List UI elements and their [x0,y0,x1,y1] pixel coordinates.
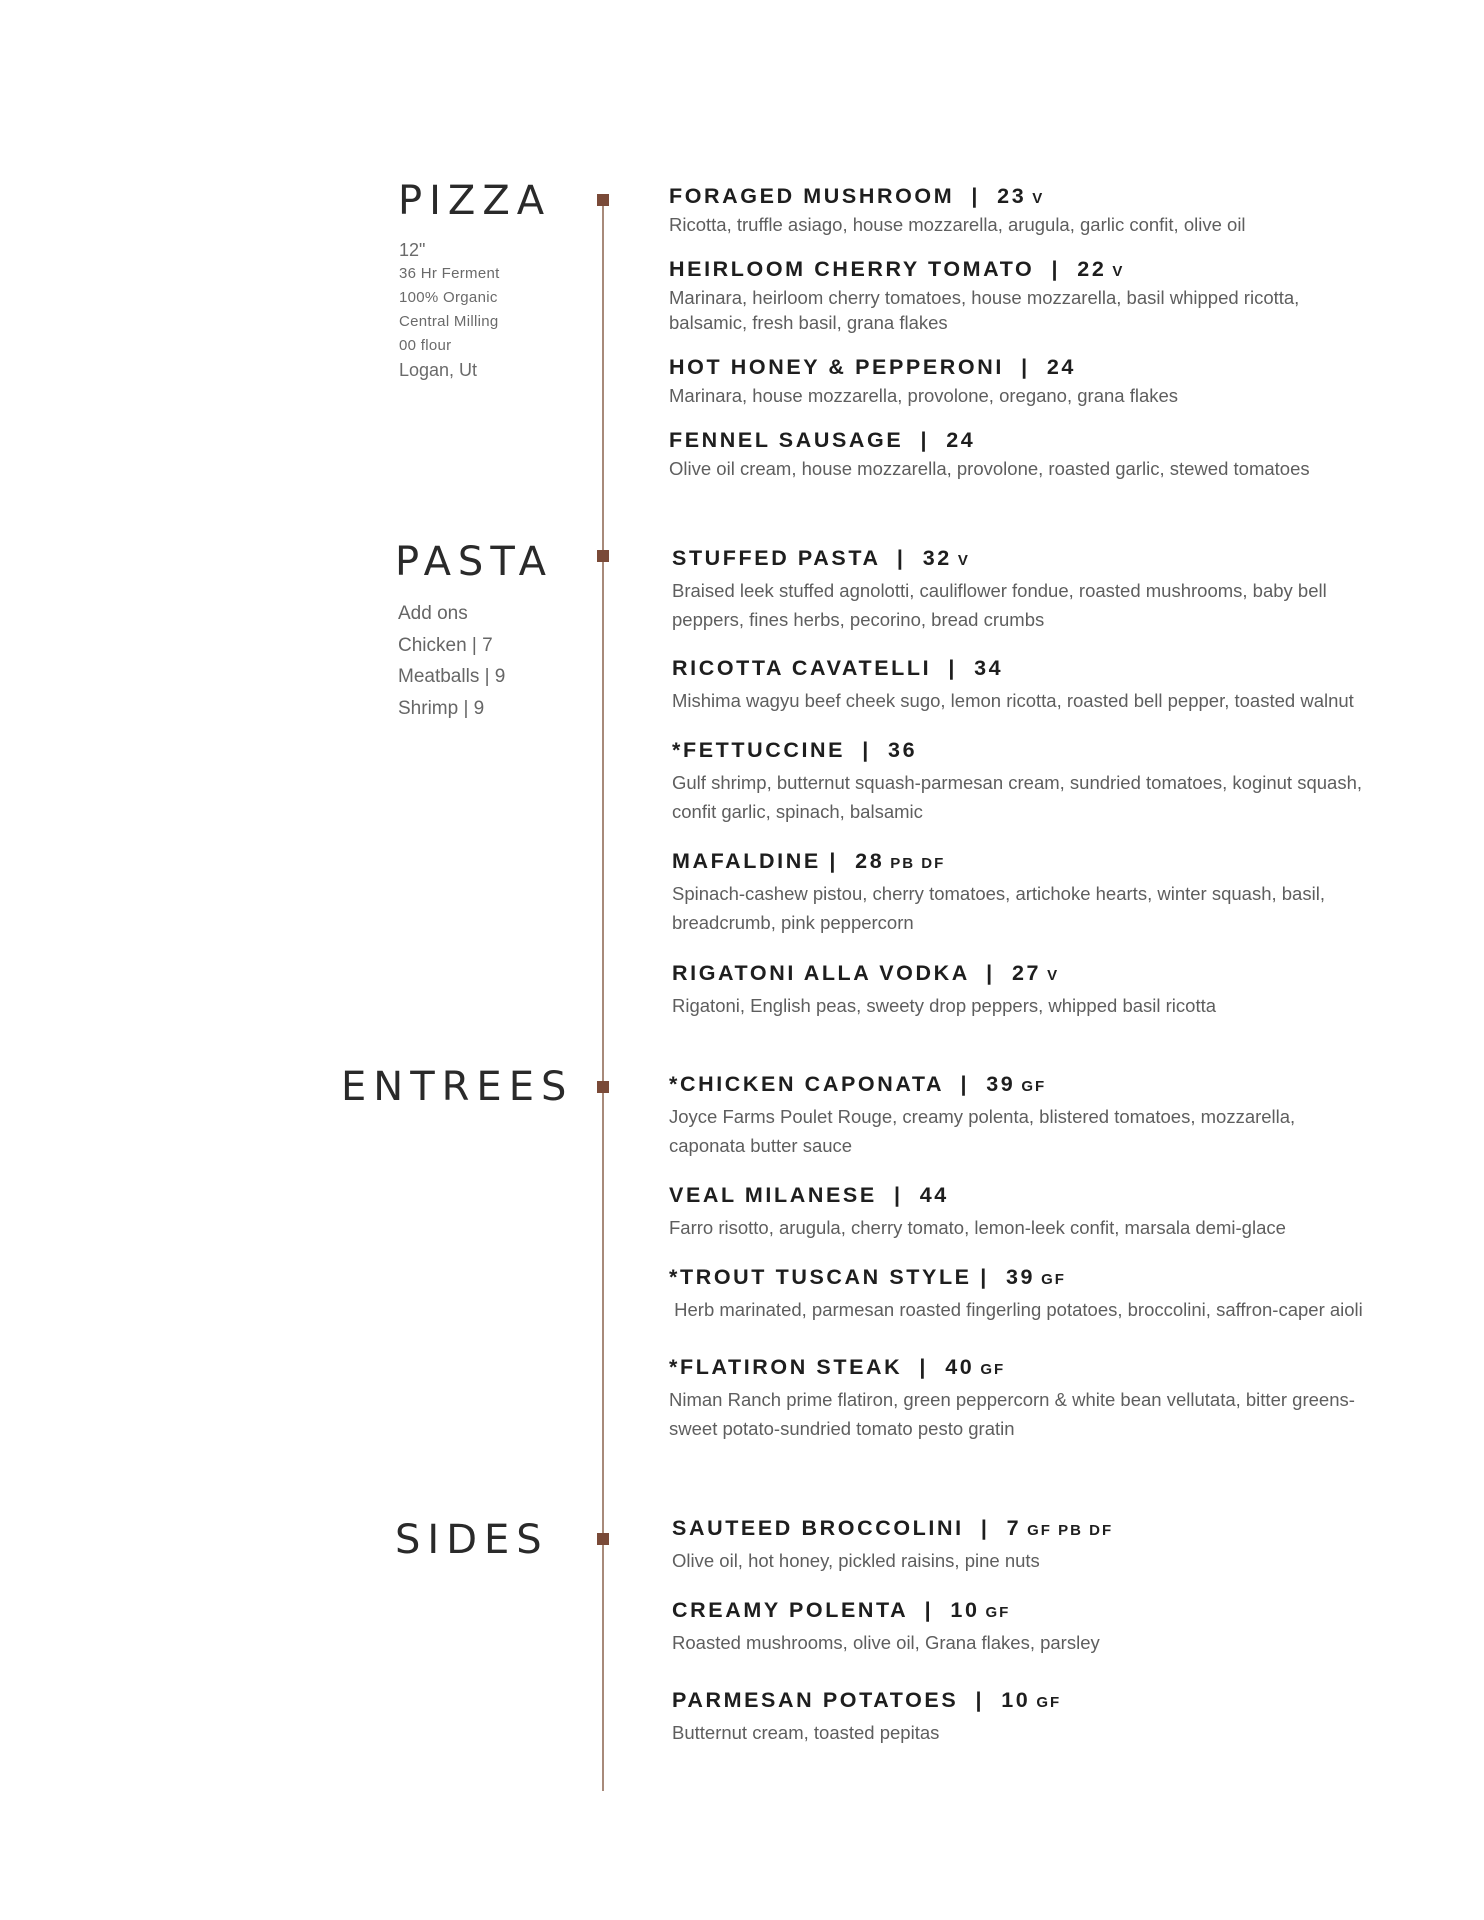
item-description: Joyce Farms Poulet Rouge, creamy polenta, blistered tomatoes, mozzarella, caponata butter sauce [669,1106,1296,1156]
diet-tag: V [957,552,970,569]
item-title: RICOTTA CAVATELLI | 34 [672,656,1004,680]
item-title: FORAGED MUSHROOM | 23 V [669,184,1045,208]
pizza-note-organic: 100% Organic [399,289,498,306]
pasta-heading: PASTA [395,539,554,585]
pasta-addons [398,598,505,725]
menu-item [672,737,1392,826]
menu-item [669,1264,1389,1324]
menu-item [672,960,1392,1020]
menu-item [669,256,1389,335]
item-title: PARMESAN POTATOES | 10 GF [672,1688,1062,1712]
menu-item [672,1687,1392,1747]
pizza-notes [399,238,500,382]
pizza-note-milling: Central Milling [399,313,499,330]
entrees-marker [597,1081,609,1093]
item-title: *FETTUCCINE | 36 [672,738,918,762]
item-title: FENNEL SAUSAGE | 24 [669,428,976,452]
diet-tag: GF [985,1604,1011,1621]
addon-meatballs: Meatballs | 9 [398,666,506,688]
menu-item [672,1515,1392,1575]
diet-tag: GF [1036,1694,1062,1711]
pizza-note-location: Logan, Ut [399,360,478,380]
menu-item [669,1182,1389,1242]
item-description: Roasted mushrooms, olive oil, Grana flakes, parsley [672,1632,1100,1653]
menu-item [669,1354,1389,1443]
diet-tag: GF [1041,1271,1066,1288]
diet-tag: GF [980,1361,1006,1378]
item-title: MAFALDINE | 28 PB DF [672,849,946,873]
menu-item [669,427,1389,482]
item-description: Farro risotto, arugula, cherry tomato, lemon-leek confit, marsala demi-glace [669,1217,1286,1238]
menu-item [672,545,1392,634]
menu-item [669,354,1389,409]
addon-shrimp: Shrimp | 9 [398,698,485,720]
item-title: RIGATONI ALLA VODKA | 27 V [672,961,1060,985]
timeline-line [602,198,604,1791]
diet-tag: GF PB DF [1027,1522,1114,1539]
pizza-marker [597,194,609,206]
diet-tag: V [1032,190,1045,207]
menu-item [669,183,1389,238]
item-description: Olive oil cream, house mozzarella, provolone, roasted garlic, stewed tomatoes [669,458,1310,479]
sides-heading: SIDES [395,1517,549,1563]
item-description: Niman Ranch prime flatiron, green peppercorn & white bean vellutata, bitter greens-sweet potato-sundried tomato pesto gratin [669,1389,1355,1439]
item-description: Rigatoni, English peas, sweety drop peppers, whipped basil ricotta [672,995,1217,1016]
menu-item [669,1071,1389,1160]
diet-tag: PB DF [890,855,946,872]
menu-item [672,848,1392,937]
item-description: Marinara, house mozzarella, provolone, oregano, grana flakes [669,385,1179,406]
item-description: Mishima wagyu beef cheek sugo, lemon ricotta, roasted bell pepper, toasted walnut [672,690,1354,711]
item-title: *TROUT TUSCAN STYLE | 39 GF [669,1265,1066,1289]
item-description: Marinara, heirloom cherry tomatoes, house mozzarella, basil whipped ricotta, balsamic, fresh basil, grana flakes [669,287,1300,333]
item-description: Braised leek stuffed agnolotti, cauliflower fondue, roasted mushrooms, baby bell peppers, fines herbs, pecorino, bread crumbs [672,580,1327,630]
item-description: Spinach-cashew pistou, cherry tomatoes, artichoke hearts, winter squash, basil, breadcrumb, pink peppercorn [672,883,1325,933]
item-title: STUFFED PASTA | 32 V [672,546,970,570]
sides-marker [597,1533,609,1545]
pasta-marker [597,550,609,562]
item-description: Ricotta, truffle asiago, house mozzarella, arugula, garlic confit, olive oil [669,214,1246,235]
item-title: HEIRLOOM CHERRY TOMATO | 22 V [669,257,1125,281]
pizza-note-ferment: 36 Hr Ferment [399,265,500,282]
item-title: *FLATIRON STEAK | 40 GF [669,1355,1006,1379]
item-title: *CHICKEN CAPONATA | 39 GF [669,1072,1047,1096]
item-description: Herb marinated, parmesan roasted fingerling potatoes, broccolini, saffron-caper aioli [669,1299,1363,1320]
item-description: Olive oil, hot honey, pickled raisins, pine nuts [672,1550,1040,1571]
item-description: Gulf shrimp, butternut squash-parmesan cream, sundried tomatoes, koginut squash, confit garlic, spinach, balsamic [672,772,1362,822]
pizza-note-size: 12" [399,240,426,260]
item-title: VEAL MILANESE | 44 [669,1183,949,1207]
item-title: CREAMY POLENTA | 10 GF [672,1598,1011,1622]
diet-tag: V [1047,967,1060,984]
diet-tag: V [1112,263,1125,280]
menu-item [672,1597,1392,1657]
item-title: SAUTEED BROCCOLINI | 7 GF PB DF [672,1516,1114,1540]
pizza-note-flour: 00 flour [399,337,452,354]
menu-item [672,655,1392,715]
entrees-heading: ENTREES [341,1064,574,1110]
addon-chicken: Chicken | 7 [398,634,493,656]
diet-tag: GF [1021,1078,1047,1095]
item-description: Butternut cream, toasted pepitas [672,1722,940,1743]
item-title: HOT HONEY & PEPPERONI | 24 [669,355,1076,379]
pizza-heading: PIZZA [398,178,552,224]
addons-label: Add ons [398,603,468,624]
